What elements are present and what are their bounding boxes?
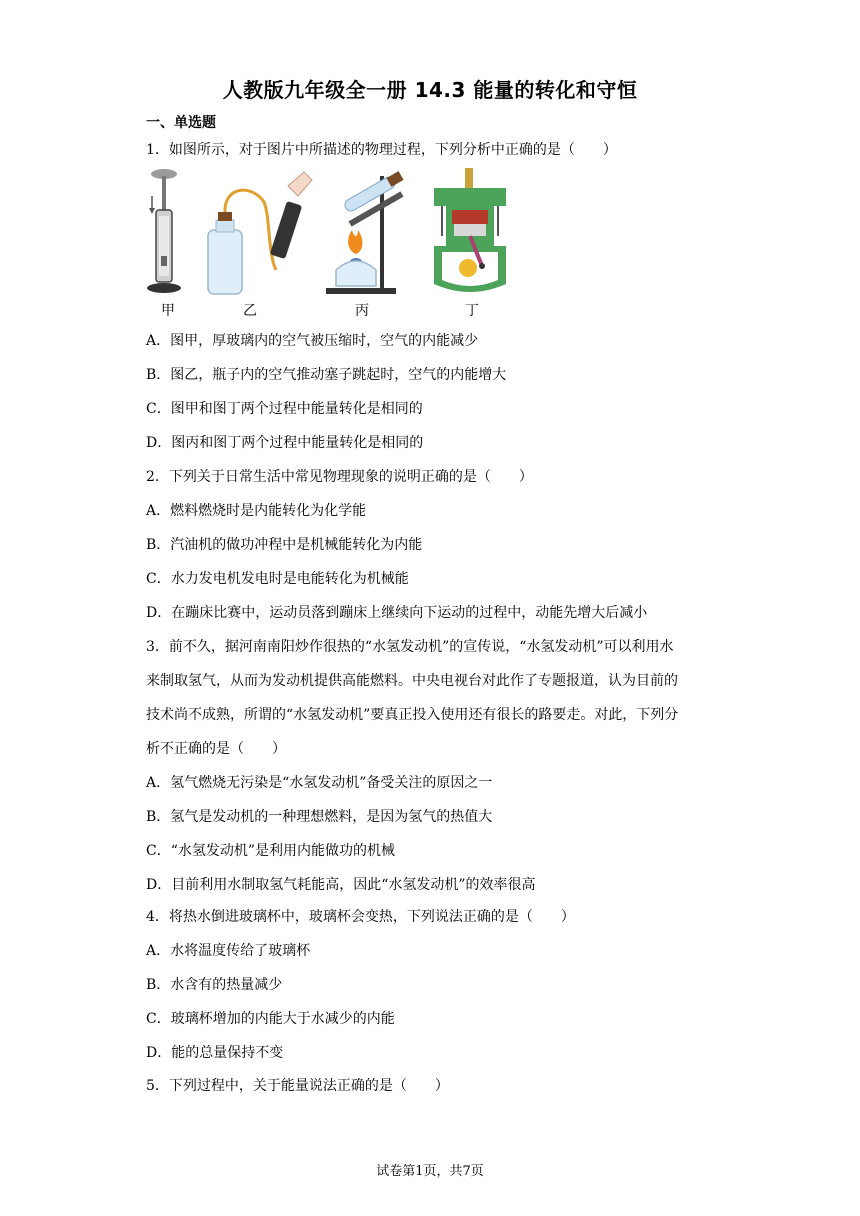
q4-option-c: C．玻璃杯增加的内能大于水减少的内能: [146, 1011, 395, 1027]
q2-option-a: A．燃料燃烧时是内能转化为化学能: [146, 503, 367, 519]
q3-option-b: B．氢气是发动机的一种理想燃料，是因为氢气的热值大: [146, 809, 493, 825]
q2-option-b: B．汽油机的做功冲程中是机械能转化为内能: [146, 537, 423, 553]
figure-ding-engine: [428, 166, 512, 300]
question-2-stem: 2．下列关于日常生活中常见物理现象的说明正确的是（ ）: [146, 469, 533, 485]
q1-option-c: C．图甲和图丁两个过程中能量转化是相同的: [146, 401, 423, 417]
q4-option-a: A．水将温度传给了玻璃杯: [146, 943, 311, 959]
q1-option-b: B．图乙，瓶子内的空气推动塞子跳起时，空气的内能增大: [146, 367, 507, 383]
q1-option-a: A．图甲，厚玻璃内的空气被压缩时，空气的内能减少: [146, 333, 479, 349]
question-3-stem-line-1: 3．前不久，据河南南阳炒作很热的“水氢发动机”的宣传说，“水氢发动机”可以利用水: [146, 639, 674, 655]
page-title: 人教版九年级全一册 14.3 能量的转化和守恒: [222, 78, 638, 102]
figure-jia-compression-cylinder: [146, 166, 190, 300]
q3-option-c: C．“水氢发动机”是利用内能做功的机械: [146, 843, 396, 859]
question-1-figures: [146, 166, 536, 320]
question-3-stem-line-3: 技术尚不成熟，所谓的“水氢发动机”要真正投入使用还有很长的路要走。对此，下列分: [146, 707, 679, 723]
figure-bing-heating-test-tube: [322, 166, 418, 300]
page-footer: 试卷第1页，共7页: [376, 1164, 484, 1179]
q3-option-d: D．目前利用水制取氢气耗能高，因此“水氢发动机”的效率很高: [146, 877, 536, 893]
q4-option-d: D．能的总量保持不变: [146, 1045, 284, 1061]
q3-option-a: A．氢气燃烧无污染是“水氢发动机”备受关注的原因之一: [146, 775, 493, 791]
q2-option-c: C．水力发电机发电时是电能转化为机械能: [146, 571, 409, 587]
question-3-stem-line-2: 来制取氢气，从而为发动机提供高能燃料。中央电视台对此作了专题报道，认为目前的: [146, 673, 678, 689]
figure-label-yi: 乙: [243, 303, 257, 319]
figure-yi-bottle-pump: [204, 166, 316, 300]
section-heading: 一、单选题: [146, 115, 216, 131]
figure-label-jia: 甲: [161, 303, 175, 319]
figure-label-bing: 丙: [355, 303, 369, 319]
q2-option-d: D．在蹦床比赛中，运动员落到蹦床上继续向下运动的过程中，动能先增大后减小: [146, 605, 648, 621]
figure-label-ding: 丁: [465, 303, 479, 319]
question-4-stem: 4．将热水倒进玻璃杯中，玻璃杯会变热，下列说法正确的是（ ）: [146, 909, 575, 925]
question-1-stem: 1．如图所示，对于图片中所描述的物理过程，下列分析中正确的是（ ）: [146, 142, 617, 158]
question-3-stem-line-4: 析不正确的是（ ）: [146, 741, 286, 757]
q1-option-d: D．图丙和图丁两个过程中能量转化是相同的: [146, 435, 424, 451]
q4-option-b: B．水含有的热量减少: [146, 977, 283, 993]
question-5-stem: 5．下列过程中，关于能量说法正确的是（ ）: [146, 1078, 449, 1094]
